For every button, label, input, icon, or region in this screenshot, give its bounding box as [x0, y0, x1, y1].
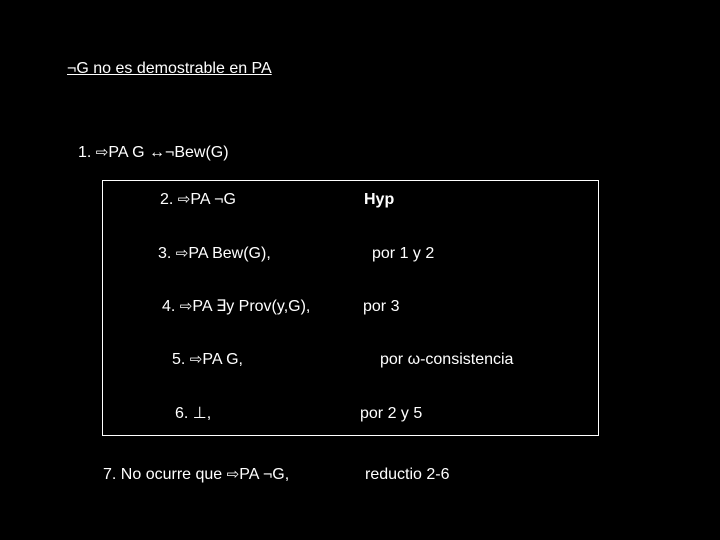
formula-text: PA ¬G,	[239, 466, 290, 483]
formula-text: PA G,	[202, 351, 243, 368]
line-number: 2.	[160, 191, 174, 208]
formula-text: PA ¬G	[190, 191, 236, 208]
step-4-formula	[162, 297, 310, 317]
conclusion-line-7	[103, 465, 289, 485]
provable-arrow-icon: ⇨	[177, 191, 191, 208]
premise-formula: PA G ↔¬Bew(G)	[108, 144, 229, 161]
premise-line-1	[78, 143, 229, 163]
conclusion-justification: reductio 2-6	[365, 466, 450, 483]
line-number: 5.	[172, 351, 186, 368]
formula-text: PA Bew(G),	[188, 245, 271, 262]
line-number: 1.	[78, 144, 92, 161]
step-4-justification: por 3	[363, 298, 400, 315]
step-5-formula	[172, 350, 243, 370]
line-number: 6.	[175, 405, 189, 422]
formula-text: ⊥,	[192, 405, 212, 422]
step-3-justification: por 1 y 2	[372, 245, 435, 262]
step-2-formula	[160, 190, 236, 210]
step-3-formula	[158, 244, 271, 264]
formula-text: PA ∃y Prov(y,G),	[192, 298, 311, 315]
line-number: 3.	[158, 245, 172, 262]
page-title: ¬G no es demostrable en PA	[67, 60, 272, 77]
provable-arrow-icon: ⇨	[226, 466, 240, 483]
step-5-justification: por ω-consistencia	[380, 351, 514, 368]
conclusion-prefix: No ocurre que	[120, 466, 223, 483]
provable-arrow-icon: ⇨	[189, 351, 203, 368]
step-2-justification: Hyp	[364, 191, 395, 208]
step-6-justification: por 2 y 5	[360, 405, 423, 422]
provable-arrow-icon: ⇨	[179, 298, 193, 315]
provable-arrow-icon: ⇨	[95, 144, 109, 161]
step-6-formula	[175, 404, 211, 424]
line-number: 7.	[103, 466, 117, 483]
provable-arrow-icon: ⇨	[175, 245, 189, 262]
line-number: 4.	[162, 298, 176, 315]
